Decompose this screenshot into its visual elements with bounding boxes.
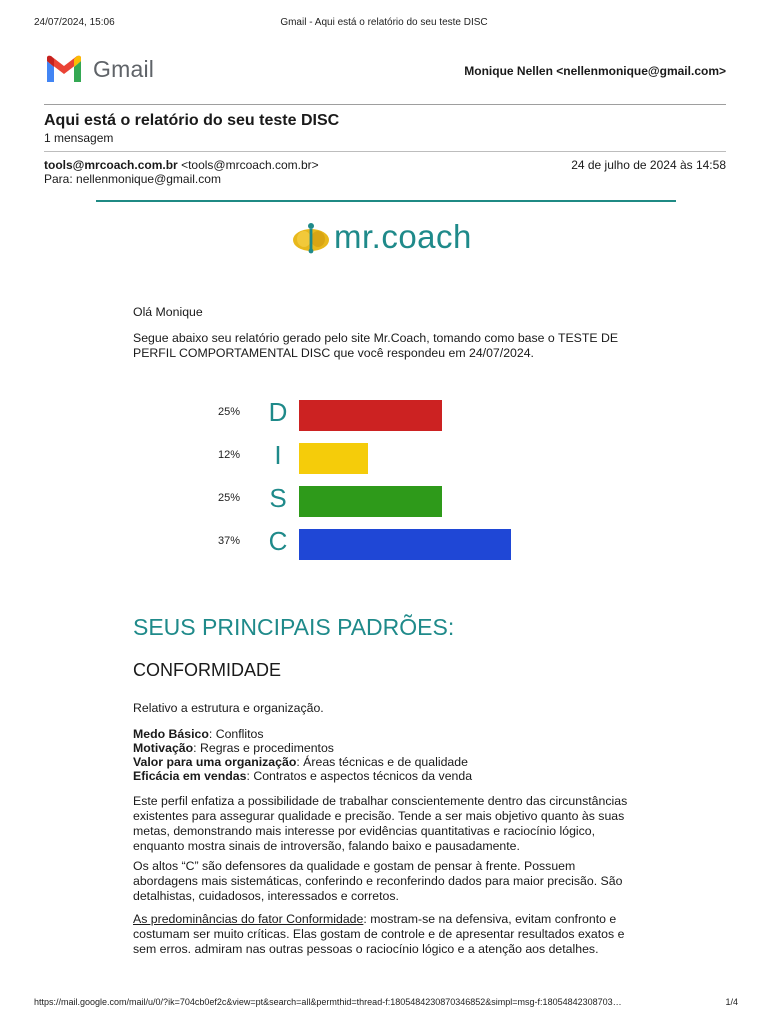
mrcoach-logo-icon [290, 220, 332, 256]
bar-value-label: 25% [217, 406, 240, 418]
sender[interactable] [44, 158, 319, 172]
trait-value: : Áreas técnicas e de qualidade [296, 755, 468, 769]
bar-category-label: D [268, 397, 288, 427]
conformidade-link-text: As predominâncias do fator Conformidade [133, 912, 364, 926]
trait-item [133, 769, 472, 783]
paragraph-1: Este perfil enfatiza a possibilidade de trabalhar conscientemente dentro das circunstâncias existentes para assegurar qualidade e precisão. Tende a ser mais objetivo quanto às suas metas, demonstrando mais interesse por evidências quantitativas e raciocínio lógico, enquanto mostra sinais de introversão, falando baixo e pausadamente. [133, 794, 628, 853]
bar-i [299, 443, 368, 474]
bar-value-label: 12% [217, 449, 240, 461]
gmail-brand-text: Gmail [93, 56, 155, 82]
trait-value: : Regras e procedimentos [193, 741, 334, 755]
bar-value-label: 25% [217, 492, 240, 504]
bar-c [299, 529, 511, 560]
sender-address: tools@mrcoach.com.br [44, 158, 178, 172]
email-subject: Aqui está o relatório do seu teste DISC [44, 112, 340, 129]
greeting: Olá Monique [133, 305, 203, 319]
trait-item [133, 755, 472, 769]
account-name: Monique Nellen <nellenmonique@gmail.com> [464, 64, 726, 78]
disc-chart [200, 396, 560, 576]
divider [44, 104, 726, 105]
print-page-number: 1/4 [725, 997, 738, 1007]
paragraph-3 [133, 912, 641, 957]
trait-value: : Contratos e aspectos técnicos da venda [246, 769, 473, 783]
trait-label: Eficácia em vendas [133, 769, 247, 783]
print-page-title: Gmail - Aqui está o relatório do seu teste DISC [280, 17, 488, 28]
trait-item [133, 727, 472, 741]
mrcoach-logo-text: mr.coach [334, 218, 472, 255]
print-url: https://mail.google.com/mail/u/0/?ik=704cb0ef2c&view=pt&search=all&permthid=thread-f:1805484230870346852&simpl=msg-f:18054842308703… [34, 997, 622, 1007]
teal-divider [96, 200, 676, 202]
paragraph-2: Os altos “C” são defensores da qualidade e gostam de pensar à frente. Possuem abordagens mais sistemáticas, conferindo e reconferindo dados para maior precisão. São detalhistas, cuidadosos, interessados e corretos. [133, 859, 623, 903]
mrcoach-logo [290, 220, 332, 261]
gmail-m-icon [44, 55, 84, 85]
paragraph-3-rest: : mostram-se na defensiva, evitam confronto e costumam ser muito críticas. Elas gostam de controle e de apresentar resultados exatos e sem erros. admiram nas outras pessoas o raciocínio lógico e a atenção aos detalhes. [133, 912, 625, 956]
trait-value: : Conflitos [208, 727, 264, 741]
message-count: 1 mensagem [44, 131, 114, 145]
recipient: Para: nellenmonique@gmail.com [44, 172, 221, 186]
profile-title: CONFORMIDADE [133, 660, 281, 680]
traits-list [133, 727, 472, 783]
profile-description: Relativo a estrutura e organização. [133, 701, 324, 715]
trait-label: Valor para uma organização [133, 755, 297, 769]
section-title: SEUS PRINCIPAIS PADRÕES: [133, 614, 455, 640]
print-timestamp: 24/07/2024, 15:06 [34, 17, 115, 28]
bar-s [299, 486, 442, 517]
bar-category-label: S [269, 483, 287, 513]
intro-text: Segue abaixo seu relatório gerado pelo site Mr.Coach, tomando como base o TESTE DE PERFIL COMPORTAMENTAL DISC que você respondeu em 24/07/2024. [133, 331, 619, 360]
trait-item [133, 741, 472, 755]
sender-full-address: <tools@mrcoach.com.br> [181, 158, 319, 172]
trait-label: Medo Básico [133, 727, 209, 741]
bar-d [299, 400, 442, 431]
divider [44, 151, 726, 152]
bar-value-label: 37% [217, 535, 240, 547]
gmail-logo [44, 55, 84, 90]
bar-category-label: I [274, 440, 282, 470]
bar-category-label: C [268, 526, 288, 556]
trait-label: Motivação [133, 741, 194, 755]
email-date: 24 de julho de 2024 às 14:58 [571, 158, 726, 172]
